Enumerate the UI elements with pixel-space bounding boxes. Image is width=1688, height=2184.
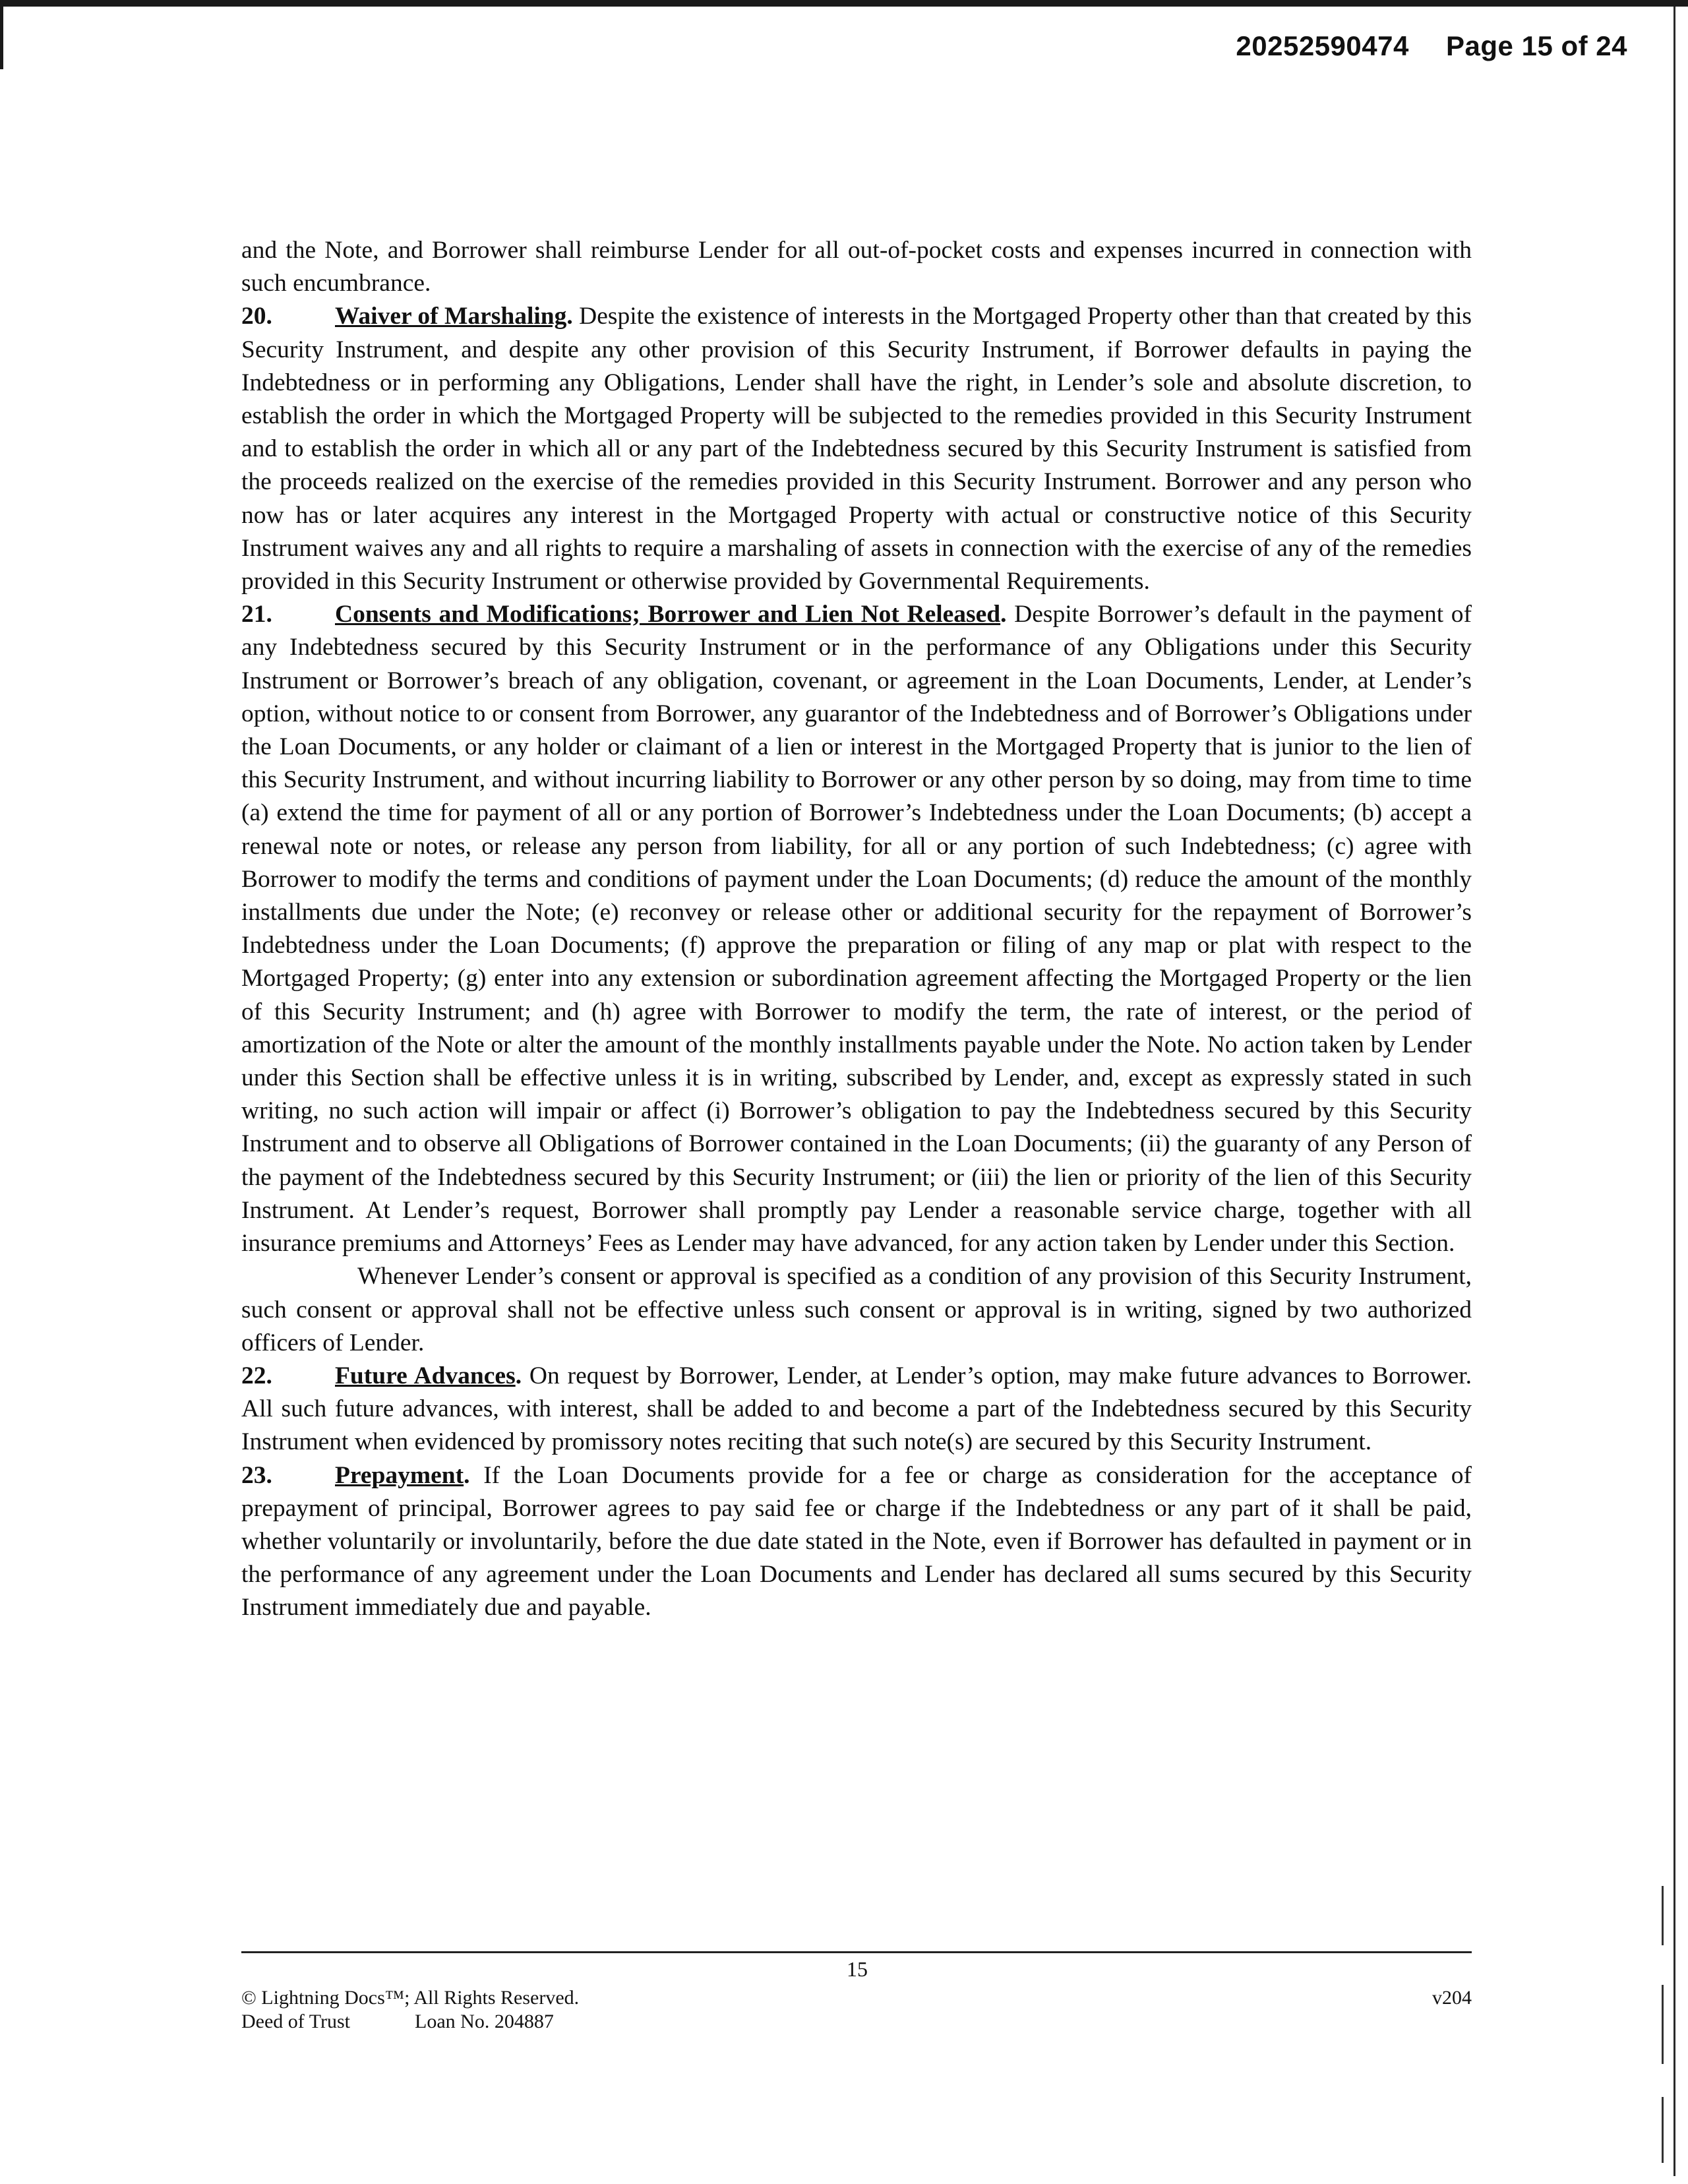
document-type: Deed of Trust [241, 2011, 351, 2032]
document-body [241, 234, 1472, 1625]
scan-speck [1662, 2097, 1664, 2163]
section-number: 21. [241, 601, 272, 628]
document-number: 20252590474 [1236, 30, 1409, 61]
section-text: Despite Borrower’s default in the payment of any Indebtedness secured by this Security Instrument or in the performance of any Obligations under this Security Instrument or Borrower’s breach of any obligation, covenant, or agreement in the Loan Documents, Lender, at Lender’s option, without notice to or consent from Borrower, any guarantor of the Indebtedness and of Borrower’s Obligations under the Loan Documents, or any holder or claimant of a lien or interest in the Mortgaged Property that is junior to the lien of this Security Instrument, and without incurring liability to Borrower or any other person by so doing, may from time to time (a) extend the time for payment of all or any portion of Borrower’s Indebtedness under the Loan Documents; (b) accept a renewal note or notes, or release any person from liability, for all or any portion of such Indebtedness; (c) agree with Borrower to modify the terms and conditions of payment under the Loan Documents; (d) reduce the amount of the monthly installments due under the Note; (e) reconvey or release other or additional security for the repayment of Borrower’s Indebtedness under the Loan Documents; (f) approve the preparation or filing of any map or plat with respect to the Mortgaged Property; (g) enter into any extension or subordination agreement affecting the Mortgaged Property or the lien of this Security Instrument; and (h) agree with Borrower to modify the term, the rate of interest, or the period of amortization of the Note or alter the amount of the monthly installments payable under the Note. No action taken by Lender under this Section shall be effective unless it is in writing, subscribed by Lender, and, except as expressly stated in such writing, no such action will impair or affect (i) Borrower’s obligation to pay the Indebtedness secured by this Security Instrument and to observe all Obligations of Borrower contained in the Loan Documents; (ii) the guaranty of any Person of the payment of the Indebtedness secured by this Security Instrument; or (iii) the lien or priority of the lien of this Security Instrument. At Lender’s request, Borrower shall promptly pay Lender a reasonable service charge, together with all insurance premiums and Attorneys’ Fees as Lender may have advanced, for any action taken by Lender under this Section. [241, 601, 1472, 1258]
section-text: Despite the existence of interests in the Mortgaged Property other than that created by this Security Instrument, and despite any other provision of this Security Instrument, if Borrower defaults in paying the Indebtedness or in performing any Obligations, Lender shall have the right, in Lender’s sole and absolute discretion, to establish the order in which the Mortgaged Property will be subjected to the remedies provided in this Security Instrument and to establish the order in which all or any part of the Indebtedness secured by this Security Instrument is satisfied from the proceeds realized on the exercise of the remedies provided in this Security Instrument. Borrower and any person who now has or later acquires any interest in the Mortgaged Property with actual or constructive notice of this Security Instrument waives any and all rights to require a marshaling of assets in connection with the exercise of any of the remedies provided in this Security Instrument or otherwise provided by Governmental Requirements. [241, 303, 1472, 595]
scan-speck [1662, 1985, 1664, 2064]
section-title: Future Advances [335, 1362, 516, 1389]
footer-left [241, 1986, 579, 2034]
continuation-paragraph: and the Note, and Borrower shall reimburse Lender for all out-of-pocket costs and expenses incurred in connection with such encumbrance. [241, 237, 1472, 297]
page-label: Page 15 of 24 [1446, 30, 1627, 61]
scan-left-border [0, 0, 3, 69]
section-number: 23. [241, 1461, 272, 1489]
copyright-notice: © Lightning Docs™; All Rights Reserved. [241, 1987, 580, 2009]
section-text: If the Loan Documents provide for a fee or charge as consideration for the acceptance of prepayment of principal, Borrower agrees to pay said fee or charge if the Indebtedness or any part of it shall be paid, whether voluntarily or involuntarily, before the due date stated in the Note, even if Borrower has defaulted in payment or in the performance of any agreement under the Loan Documents and Lender has declared all sums secured by this Security Instrument immediately due and payable. [241, 1461, 1472, 1622]
scan-speck [1662, 1886, 1664, 1945]
section-number: 22. [241, 1362, 272, 1389]
scan-top-border [0, 0, 1688, 7]
footer-divider [241, 1951, 1472, 1953]
document-info [241, 2010, 579, 2034]
section-number: 20. [241, 303, 272, 330]
loan-number: Loan No. 204887 [415, 2011, 554, 2032]
section-21-followup: Whenever Lender’s consent or approval is specified as a condition of any provision of this Security Instrument, such consent or approval shall not be effective unless such consent or approval is in writing, signed by two authorized officers of Lender. [241, 1263, 1472, 1356]
recording-stamp [1236, 30, 1627, 62]
version-label: v204 [1432, 1987, 1472, 2009]
section-text: On request by Borrower, Lender, at Lender’s option, may make future advances to Borrower. All such future advances, with interest, shall be added to and become a part of the Indebtedness secured by this Security Instrument when evidenced by promissory notes reciting that such note(s) are secured by this Security Instrument. [241, 1362, 1472, 1456]
section-22: 22. Future Advances. On request by Borrower, Lender, at Lender’s option, may make future advances to Borrower. All such future advances, with interest, shall be added to and become a part of the Indebtedness secured by this Security Instrument when evidenced by promissory notes reciting that such note(s) are secured by this Security Instrument. [241, 1360, 1472, 1459]
section-title: Consents and Modifications; Borrower and Lien Not Released [335, 601, 1001, 628]
section-20: 20. Waiver of Marshaling. Despite the existence of interests in the Mortgaged Property other than that created by this Security Instrument, and despite any other provision of this Security Instrument, if Borrower defaults in paying the Indebtedness or in performing any Obligations, Lender shall have the right, in Lender’s sole and absolute discretion, to establish the order in which the Mortgaged Property will be subjected to the remedies provided in this Security Instrument and to establish the order in which all or any part of the Indebtedness secured by this Security Instrument is satisfied from the proceeds realized on the exercise of the remedies provided in this Security Instrument. Borrower and any person who now has or later acquires any interest in the Mortgaged Property with actual or constructive notice of this Security Instrument waives any and all rights to require a marshaling of assets in connection with the exercise of any of the remedies provided in this Security Instrument or otherwise provided by Governmental Requirements. [241, 300, 1472, 598]
section-title: Waiver of Marshaling [335, 303, 567, 330]
page-number: 15 [847, 1957, 868, 1981]
section-23: 23. Prepayment. If the Loan Documents provide for a fee or charge as consideration for the acceptance of prepayment of principal, Borrower agrees to pay said fee or charge if the Indebtedness or any part of it shall be paid, whether voluntarily or involuntarily, before the due date stated in the Note, even if Borrower has defaulted in payment or in the performance of any agreement under the Loan Documents and Lender has declared all sums secured by this Security Instrument immediately due and payable. [241, 1459, 1472, 1625]
section-title: Prepayment [335, 1461, 464, 1489]
section-21: 21. Consents and Modifications; Borrower and Lien Not Released. Despite Borrower’s default in the payment of any Indebtedness secured by this Security Instrument or in the performance of any Obligations under this Security Instrument or Borrower’s breach of any obligation, covenant, or agreement in the Loan Documents, Lender, at Lender’s option, without notice to or consent from Borrower, any guarantor of the Indebtedness and of Borrower’s Obligations under the Loan Documents, or any holder or claimant of a lien or interest in the Mortgaged Property that is junior to the lien of this Security Instrument, and without incurring liability to Borrower or any other person by so doing, may from time to time (a) extend the time for payment of all or any portion of Borrower’s Indebtedness under the Loan Documents; (b) accept a renewal note or notes, or release any person from liability, for all or any portion of such Indebtedness; (c) agree with Borrower to modify the terms and conditions of payment under the Loan Documents; (d) reduce the amount of the monthly installments due under the Note; (e) reconvey or release other or additional security for the repayment of Borrower’s Indebtedness under the Loan Documents; (f) approve the preparation or filing of any map or plat with respect to the Mortgaged Property; (g) enter into any extension or subordination agreement affecting the Mortgaged Property or the lien of this Security Instrument; and (h) agree with Borrower to modify the term, the rate of interest, or the period of amortization of the Note or alter the amount of the monthly installments payable under the Note. No action taken by Lender under this Section shall be effective unless it is in writing, subscribed by Lender, and, except as expressly stated in such writing, no such action will impair or affect (i) Borrower’s obligation to pay the Indebtedness secured by this Security Instrument and to observe all Obligations of Borrower contained in the Loan Documents; (ii) the guaranty of any Person of the payment of the Indebtedness secured by this Security Instrument; or (iii) the lien or priority of the lien of this Security Instrument. At Lender’s request, Borrower shall promptly pay Lender a reasonable service charge, together with all insurance premiums and Attorneys’ Fees as Lender may have advanced, for any action taken by Lender under this Section. [241, 598, 1472, 1260]
scan-right-edge [1673, 7, 1675, 2176]
